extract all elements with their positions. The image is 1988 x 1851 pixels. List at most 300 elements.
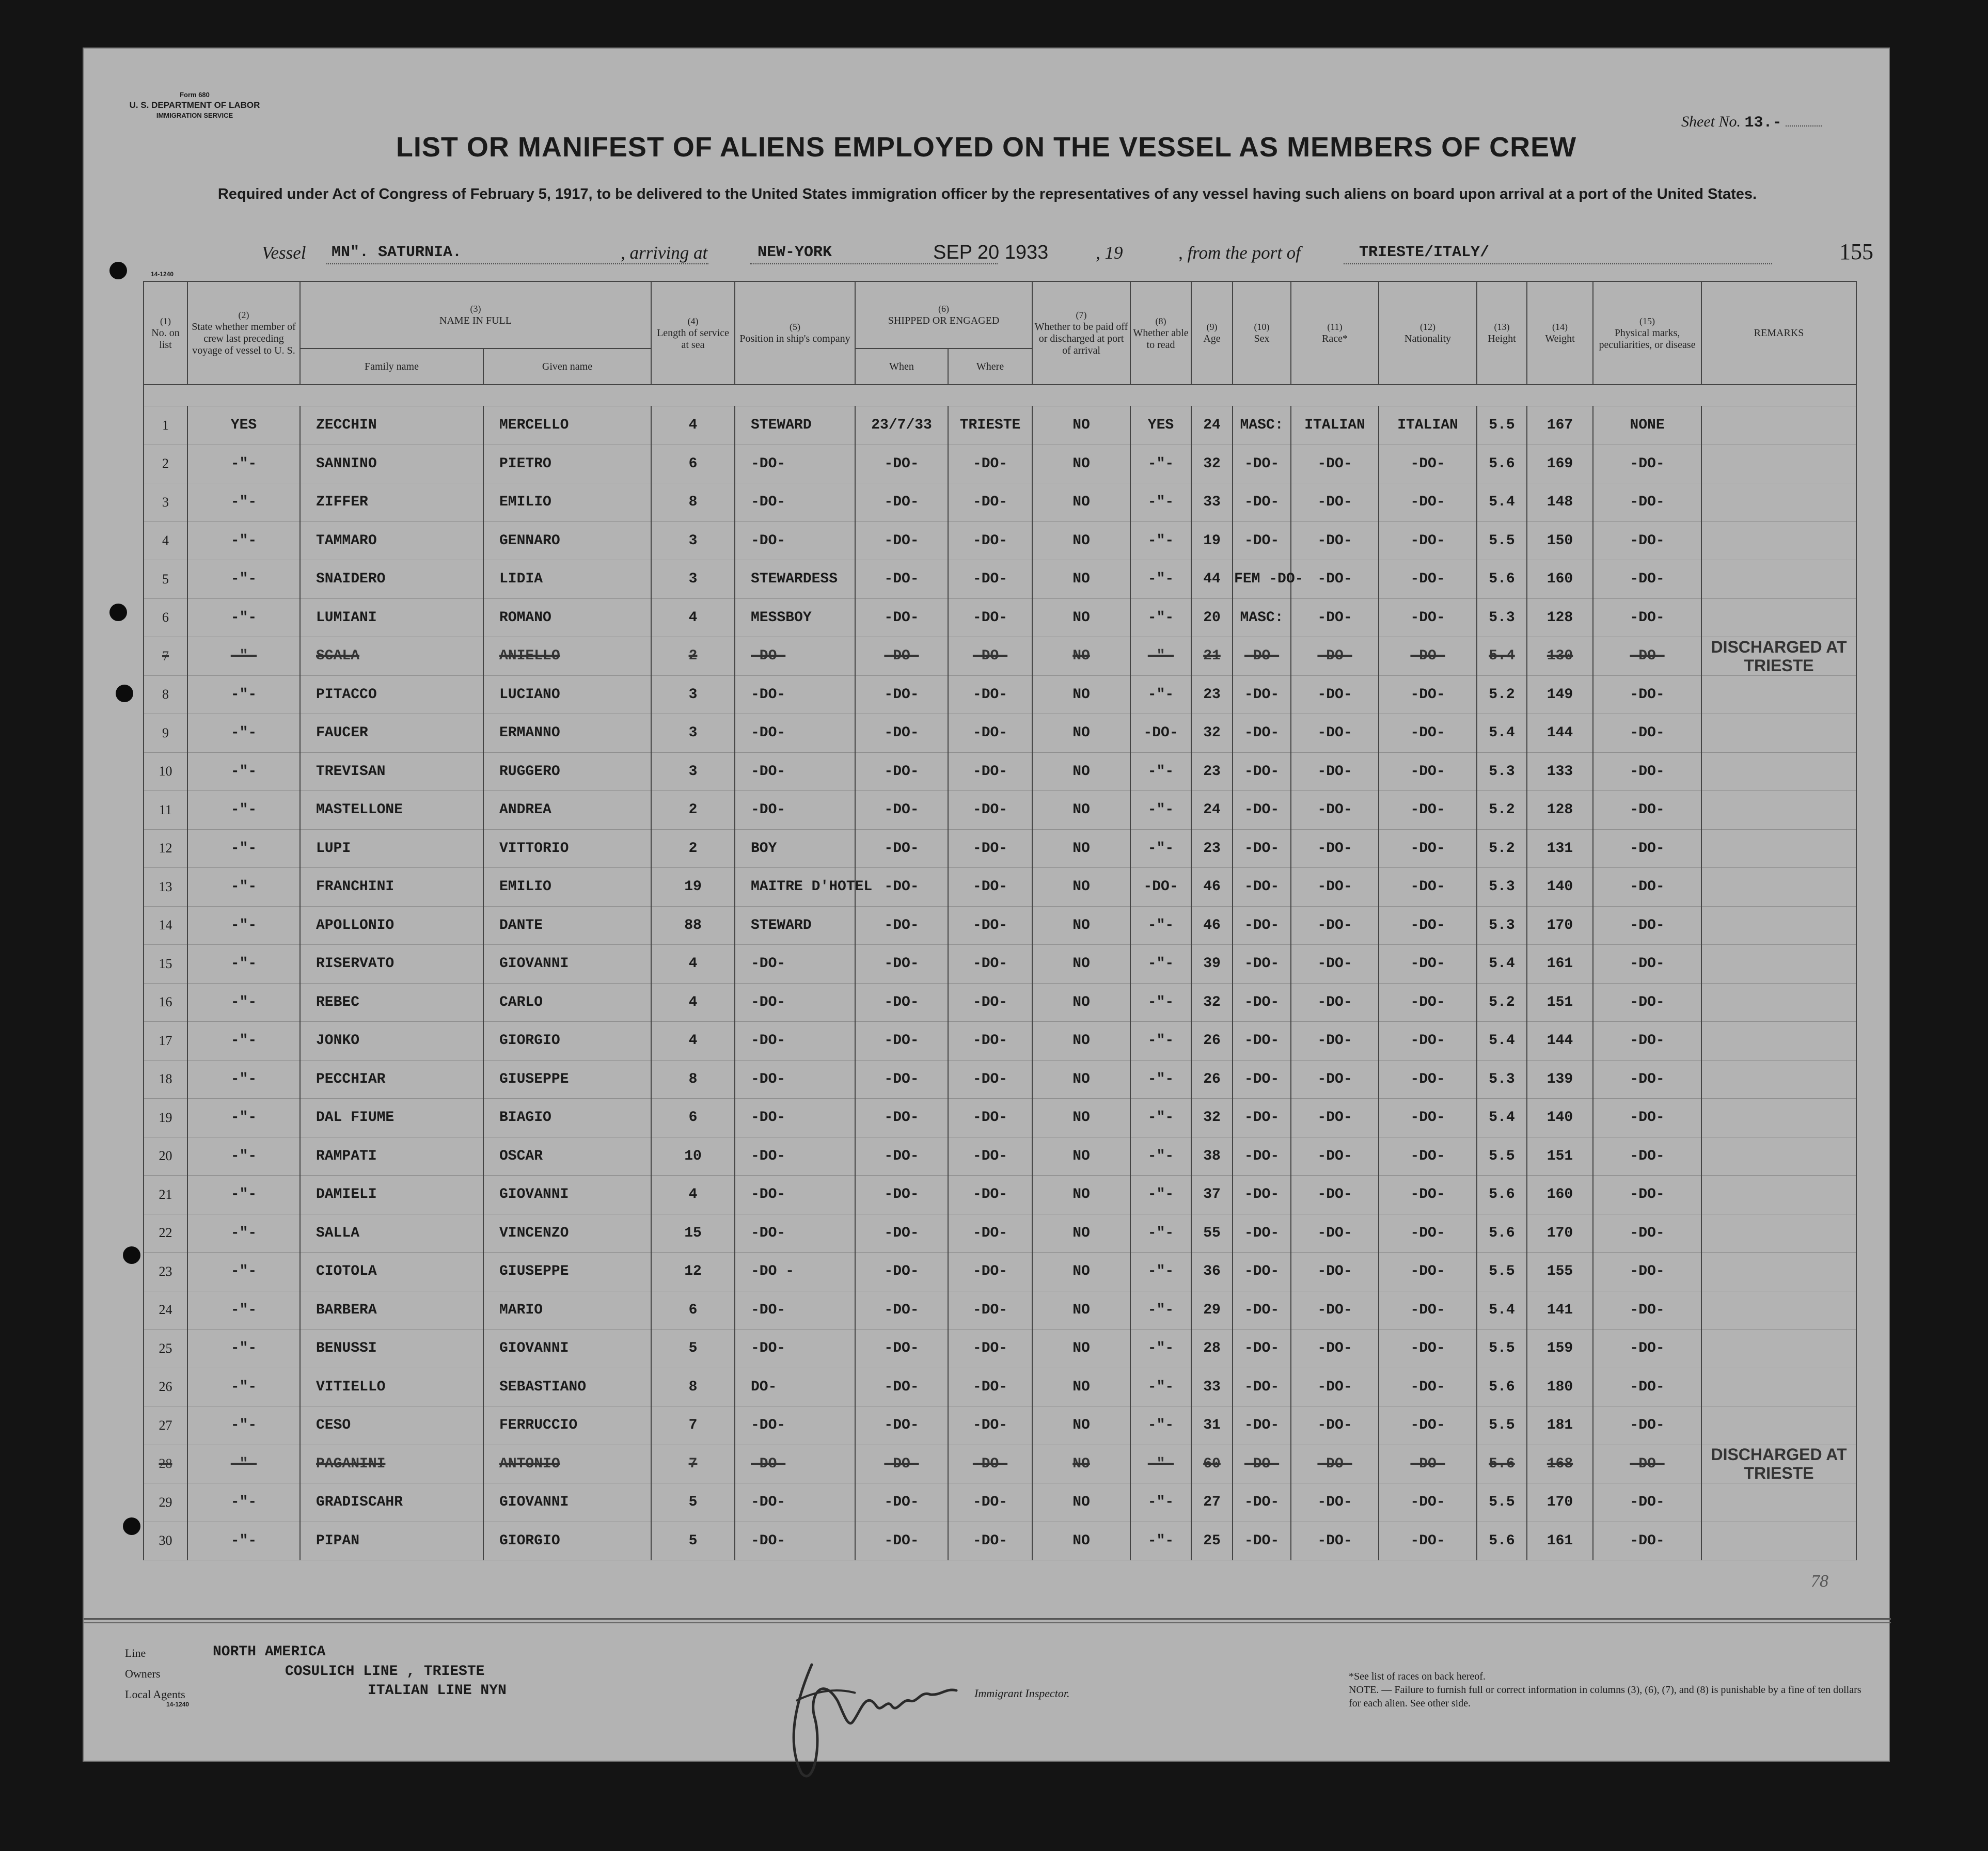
header-service-length: (4) Length of service at sea [651,281,735,385]
cell-able-to-read: -"- [1130,1253,1191,1291]
cell-position: -DO- [735,945,855,984]
cell-shipped-when: -DO- [855,1176,948,1214]
cell-no: 15 [144,945,187,984]
cell-physical-marks: -DO- [1593,1176,1701,1214]
cell-service-length: 4 [651,598,735,637]
cell-previous-voyage: -"- [187,521,300,560]
service-name: IMMIGRATION SERVICE [156,112,233,119]
cell-age: 33 [1191,1368,1233,1406]
cell-remarks [1701,906,1856,945]
cell-weight: 168 [1527,1445,1593,1483]
cell-able-to-read: -"- [1130,1176,1191,1214]
cell-age: 20 [1191,598,1233,637]
cell-position: -DO- [735,1214,855,1253]
cell-remarks [1701,1253,1856,1291]
cell-shipped-where: -DO- [948,1368,1032,1406]
cell-no: 1 [144,406,187,445]
sheet-number-value: 13.- [1744,114,1782,132]
cell-paid-off: NO [1032,1253,1130,1291]
cell-remarks [1701,406,1856,445]
cell-able-to-read: YES [1130,406,1191,445]
cell-remarks [1701,945,1856,984]
cell-shipped-when: -DO- [855,791,948,830]
cell-paid-off: NO [1032,1445,1130,1483]
cell-age: 29 [1191,1291,1233,1330]
cell-no: 2 [144,445,187,483]
cell-family-name: PECCHIAR [300,1060,483,1099]
cell-race: -DO- [1291,483,1379,522]
cell-able-to-read: -"- [1130,1483,1191,1522]
cell-physical-marks: -DO- [1593,983,1701,1022]
sheet-number [1681,113,1822,132]
cell-height: 5.4 [1477,637,1527,676]
cell-paid-off: NO [1032,1406,1130,1445]
cell-shipped-where: -DO- [948,1291,1032,1330]
cell-position: STEWARD [735,406,855,445]
cell-age: 33 [1191,483,1233,522]
cell-previous-voyage: -"- [187,1368,300,1406]
cell-weight: 140 [1527,868,1593,907]
cell-age: 19 [1191,521,1233,560]
cell-age: 32 [1191,1099,1233,1137]
cell-weight: 180 [1527,1368,1593,1406]
cell-able-to-read: -"- [1130,1330,1191,1368]
cell-able-to-read: -"- [1130,598,1191,637]
cell-able-to-read: -"- [1130,483,1191,522]
cell-family-name: TREVISAN [300,752,483,791]
cell-nationality: -DO- [1379,1522,1477,1560]
cell-position: -DO- [735,1022,855,1061]
cell-position: -DO- [735,1406,855,1445]
cell-shipped-where: -DO- [948,445,1032,483]
department-name: U. S. DEPARTMENT OF LABOR [129,100,260,110]
cell-height: 5.4 [1477,1291,1527,1330]
cell-physical-marks: -DO- [1593,521,1701,560]
cell-given-name: GIOVANNI [483,945,651,984]
document-subtitle: Required under Act of Congress of February 5, 1917, to be delivered to the United States immigration officer by the representatives of any vessel having such aliens on board upon arrival at a port of the United States. [217,186,1757,202]
cell-previous-voyage: -"- [187,1483,300,1522]
cell-height: 5.2 [1477,675,1527,714]
cell-family-name: MASTELLONE [300,791,483,830]
cell-family-name: REBEC [300,983,483,1022]
cell-shipped-when: -DO- [855,1291,948,1330]
cell-position: -DO- [735,1445,855,1483]
header-name: (3) NAME IN FULL [300,281,651,349]
cell-shipped-when: -DO- [855,1368,948,1406]
cell-nationality: -DO- [1379,1368,1477,1406]
cell-age: 36 [1191,1253,1233,1291]
cell-no: 28 [144,1445,187,1483]
cell-shipped-where: -DO- [948,983,1032,1022]
cell-family-name: SCALA [300,637,483,676]
cell-service-length: 3 [651,560,735,599]
cell-shipped-when: -DO- [855,1522,948,1560]
table-row [144,1406,1856,1445]
cell-remarks [1701,1060,1856,1099]
cell-shipped-when: -DO- [855,598,948,637]
cell-previous-voyage: -"- [187,945,300,984]
header-when: When [855,349,948,385]
cell-weight: 170 [1527,906,1593,945]
cell-previous-voyage: -"- [187,598,300,637]
cell-height: 5.6 [1477,445,1527,483]
table-row [144,675,1856,714]
cell-previous-voyage: YES [187,406,300,445]
header-weight: (14) Weight [1527,281,1593,385]
cell-shipped-where: -DO- [948,483,1032,522]
cell-able-to-read: -"- [1130,906,1191,945]
cell-sex: -DO- [1233,1483,1291,1522]
cell-weight: 160 [1527,560,1593,599]
cell-remarks [1701,445,1856,483]
table-row [144,483,1856,522]
cell-shipped-when: -DO- [855,1060,948,1099]
cell-remarks [1701,1176,1856,1214]
header-no: (1) No. on list [144,281,187,385]
header-where: Where [948,349,1032,385]
cell-physical-marks: -DO- [1593,1137,1701,1176]
cell-nationality: -DO- [1379,1214,1477,1253]
cell-sex: -DO- [1233,1022,1291,1061]
cell-age: 32 [1191,714,1233,753]
cell-previous-voyage: -"- [187,445,300,483]
cell-remarks [1701,1214,1856,1253]
cell-family-name: FRANCHINI [300,868,483,907]
cell-given-name: GIOVANNI [483,1330,651,1368]
cell-weight: 130 [1527,637,1593,676]
cell-able-to-read: -"- [1130,945,1191,984]
cell-shipped-when: -DO- [855,521,948,560]
cell-family-name: VITIELLO [300,1368,483,1406]
cell-shipped-when: -DO- [855,445,948,483]
cell-sex: -DO- [1233,983,1291,1022]
cell-previous-voyage: -"- [187,483,300,522]
cell-previous-voyage: -"- [187,560,300,599]
cell-race: -DO- [1291,445,1379,483]
cell-given-name: GIORGIO [483,1522,651,1560]
cell-age: 26 [1191,1022,1233,1061]
page-number: 155 [1839,239,1873,264]
cell-able-to-read: -"- [1130,675,1191,714]
cell-race: -DO- [1291,868,1379,907]
cell-nationality: -DO- [1379,521,1477,560]
cell-able-to-read: -"- [1130,983,1191,1022]
cell-no: 16 [144,983,187,1022]
header-read: (8) Whether able to read [1130,281,1191,385]
punch-hole [109,604,127,621]
cell-sex: -DO- [1233,829,1291,868]
agents-code: 14-1240 [166,1701,190,1708]
cell-paid-off: NO [1032,1099,1130,1137]
cell-nationality: -DO- [1379,1330,1477,1368]
cell-able-to-read: -"- [1130,752,1191,791]
cell-paid-off: NO [1032,868,1130,907]
cell-previous-voyage: -"- [187,1291,300,1330]
cell-given-name: RUGGERO [483,752,651,791]
cell-shipped-when: -DO- [855,829,948,868]
cell-no: 14 [144,906,187,945]
cell-given-name: ANDREA [483,791,651,830]
cell-remarks [1701,983,1856,1022]
cell-sex: -DO- [1233,521,1291,560]
cell-remarks [1701,714,1856,753]
cell-position: -DO- [735,521,855,560]
cell-previous-voyage: -"- [187,675,300,714]
cell-nationality: -DO- [1379,945,1477,984]
cell-physical-marks: -DO- [1593,483,1701,522]
cell-shipped-where: -DO- [948,1022,1032,1061]
cell-paid-off: NO [1032,1137,1130,1176]
cell-weight: 170 [1527,1483,1593,1522]
header-given-name: Given name [483,349,651,385]
cell-nationality: -DO- [1379,714,1477,753]
cell-shipped-when: -DO- [855,637,948,676]
table-row [144,1483,1856,1522]
cell-shipped-when: -DO- [855,714,948,753]
cell-shipped-where: -DO- [948,714,1032,753]
cell-height: 5.3 [1477,868,1527,907]
cell-previous-voyage: -"- [187,1137,300,1176]
punch-hole [123,1517,140,1535]
crew-manifest-table [143,281,1857,1560]
cell-position: -DO- [735,791,855,830]
cell-nationality: -DO- [1379,1060,1477,1099]
cell-service-length: 3 [651,675,735,714]
cell-able-to-read: -"- [1130,560,1191,599]
cell-shipped-where: -DO- [948,1522,1032,1560]
cell-weight: 149 [1527,675,1593,714]
cell-nationality: -DO- [1379,445,1477,483]
cell-shipped-where: TRIESTE [948,406,1032,445]
cell-sex: -DO- [1233,906,1291,945]
cell-height: 5.4 [1477,1022,1527,1061]
cell-paid-off: NO [1032,1176,1130,1214]
cell-no: 12 [144,829,187,868]
cell-age: 55 [1191,1214,1233,1253]
cell-height: 5.3 [1477,1060,1527,1099]
cell-service-length: 6 [651,1291,735,1330]
cell-physical-marks: -DO- [1593,445,1701,483]
cell-given-name: ANIELLO [483,637,651,676]
cell-able-to-read: -"- [1130,637,1191,676]
cell-family-name: RAMPATI [300,1137,483,1176]
cell-no: 11 [144,791,187,830]
cell-race: ITALIAN [1291,406,1379,445]
header-sex: (10) Sex [1233,281,1291,385]
cell-race: -DO- [1291,1253,1379,1291]
cell-position: -DO- [735,637,855,676]
cell-shipped-where: -DO- [948,906,1032,945]
cell-no: 9 [144,714,187,753]
cell-physical-marks: -DO- [1593,945,1701,984]
owners-value: COSULICH LINE , TRIESTE [285,1664,485,1680]
cell-race: -DO- [1291,983,1379,1022]
cell-age: 21 [1191,637,1233,676]
table-row [144,868,1856,907]
cell-no: 3 [144,483,187,522]
cell-physical-marks: -DO- [1593,1022,1701,1061]
cell-previous-voyage: -"- [187,983,300,1022]
cell-paid-off: NO [1032,1522,1130,1560]
cell-race: -DO- [1291,1406,1379,1445]
inspector-signature [765,1639,972,1794]
cell-height: 5.5 [1477,1330,1527,1368]
cell-remarks [1701,1522,1856,1560]
manifest-sheet [83,48,1890,1762]
cell-service-length: 3 [651,752,735,791]
cell-given-name: ANTONIO [483,1445,651,1483]
cell-no: 5 [144,560,187,599]
cell-nationality: -DO- [1379,1291,1477,1330]
cell-race: -DO- [1291,1060,1379,1099]
cell-able-to-read: -"- [1130,1368,1191,1406]
cell-height: 5.4 [1477,714,1527,753]
cell-previous-voyage: -"- [187,1330,300,1368]
table-row [144,1176,1856,1214]
cell-shipped-when: -DO- [855,1253,948,1291]
cell-service-length: 4 [651,406,735,445]
owners-label: Owners [125,1667,161,1680]
cell-given-name: OSCAR [483,1137,651,1176]
cell-paid-off: NO [1032,560,1130,599]
cell-nationality: -DO- [1379,1253,1477,1291]
cell-able-to-read: -DO- [1130,714,1191,753]
header-remarks: REMARKS [1701,281,1856,385]
cell-able-to-read: -"- [1130,1522,1191,1560]
cell-family-name: FAUCER [300,714,483,753]
cell-position: MAITRE D'HOTEL [735,868,855,907]
cell-paid-off: NO [1032,445,1130,483]
cell-physical-marks: -DO- [1593,1253,1701,1291]
cell-service-length: 4 [651,945,735,984]
cell-height: 5.5 [1477,521,1527,560]
cell-weight: 161 [1527,945,1593,984]
cell-remarks [1701,483,1856,522]
cell-previous-voyage: -"- [187,714,300,753]
cell-race: -DO- [1291,1522,1379,1560]
cell-age: 24 [1191,791,1233,830]
cell-sex: -DO- [1233,483,1291,522]
cell-physical-marks: -DO- [1593,868,1701,907]
cell-position: -DO- [735,445,855,483]
cell-weight: 148 [1527,483,1593,522]
cell-family-name: LUMIANI [300,598,483,637]
cell-paid-off: NO [1032,406,1130,445]
cell-race: -DO- [1291,1022,1379,1061]
cell-family-name: SNAIDERO [300,560,483,599]
cell-sex: FEM -DO- [1233,560,1291,599]
cell-no: 29 [144,1483,187,1522]
table-row [144,1368,1856,1406]
inspector-label: Immigrant Inspector. [974,1687,1070,1700]
cell-service-length: 6 [651,445,735,483]
cell-able-to-read: -DO- [1130,868,1191,907]
cell-shipped-when: -DO- [855,1406,948,1445]
header-race: (11) Race* [1291,281,1379,385]
cell-remarks [1701,521,1856,560]
cell-given-name: DANTE [483,906,651,945]
cell-shipped-where: -DO- [948,1330,1032,1368]
cell-remarks [1701,1330,1856,1368]
cell-physical-marks: -DO- [1593,1330,1701,1368]
cell-family-name: ZECCHIN [300,406,483,445]
cell-remarks [1701,1291,1856,1330]
cell-service-length: 7 [651,1445,735,1483]
cell-position: -DO- [735,1483,855,1522]
cell-age: 31 [1191,1406,1233,1445]
cell-remarks: DISCHARGED AT TRIESTE [1701,637,1856,676]
table-row [144,521,1856,560]
cell-nationality: -DO- [1379,675,1477,714]
cell-service-length: 2 [651,829,735,868]
cell-paid-off: NO [1032,675,1130,714]
from-label: , from the port of [1178,243,1301,263]
cell-remarks [1701,1137,1856,1176]
cell-age: 46 [1191,868,1233,907]
cell-sex: -DO- [1233,1137,1291,1176]
agents-label: Local Agents [125,1688,185,1701]
cell-no: 7 [144,637,187,676]
cell-position: -DO- [735,483,855,522]
punch-hole [116,685,133,702]
cell-height: 5.6 [1477,1214,1527,1253]
cell-sex: -DO- [1233,1330,1291,1368]
cell-height: 5.4 [1477,945,1527,984]
cell-remarks [1701,598,1856,637]
cell-previous-voyage: -"- [187,1099,300,1137]
cell-paid-off: NO [1032,1368,1130,1406]
header-previous-voyage: (2) State whether member of crew last preceding voyage of vessel to U. S. [187,281,300,385]
cell-weight: 167 [1527,406,1593,445]
cell-sex: -DO- [1233,1214,1291,1253]
cell-race: -DO- [1291,637,1379,676]
cell-family-name: PIPAN [300,1522,483,1560]
cell-previous-voyage: -"- [187,1522,300,1560]
cell-paid-off: NO [1032,714,1130,753]
cell-race: -DO- [1291,1368,1379,1406]
header-height: (13) Height [1477,281,1527,385]
cell-weight: 144 [1527,1022,1593,1061]
cell-paid-off: NO [1032,1330,1130,1368]
cell-weight: 170 [1527,1214,1593,1253]
cell-service-length: 4 [651,1176,735,1214]
table-row [144,1291,1856,1330]
cell-height: 5.3 [1477,598,1527,637]
cell-weight: 160 [1527,1176,1593,1214]
cell-age: 23 [1191,752,1233,791]
header-age: (9) Age [1191,281,1233,385]
cell-family-name: PAGANINI [300,1445,483,1483]
table-row [144,1214,1856,1253]
year-label: , 19 [1096,243,1123,263]
cell-able-to-read: -"- [1130,445,1191,483]
cell-service-length: 15 [651,1214,735,1253]
cell-shipped-where: -DO- [948,1445,1032,1483]
cell-height: 5.5 [1477,1137,1527,1176]
cell-race: -DO- [1291,1214,1379,1253]
cell-previous-voyage: -"- [187,906,300,945]
cell-sex: -DO- [1233,1253,1291,1291]
cell-remarks [1701,1099,1856,1137]
cell-race: -DO- [1291,675,1379,714]
cell-position: -DO - [735,1253,855,1291]
cell-sex: -DO- [1233,1060,1291,1099]
document-title: LIST OR MANIFEST OF ALIENS EMPLOYED ON THE VESSEL AS MEMBERS OF CREW [396,132,1577,163]
cell-nationality: -DO- [1379,1137,1477,1176]
cell-shipped-when: -DO- [855,483,948,522]
cell-able-to-read: -"- [1130,1214,1191,1253]
cell-position: MESSBOY [735,598,855,637]
